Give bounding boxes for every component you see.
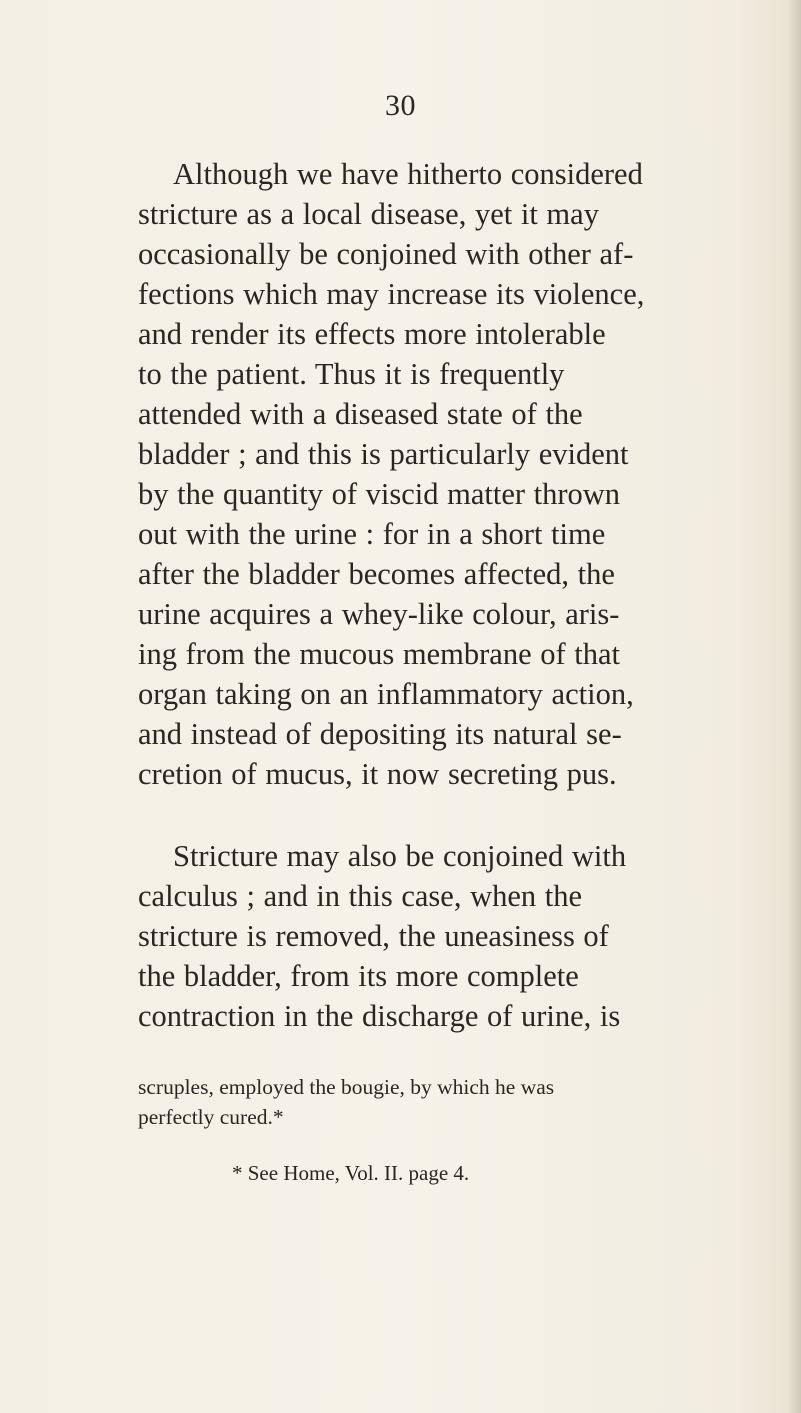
- text-line: to the patient. Thus it is frequently: [138, 357, 565, 391]
- text-line: the bladder, from its more complete: [138, 959, 579, 993]
- text-line: stricture as a local disease, yet it may: [138, 197, 599, 231]
- text-line: by the quantity of viscid matter thrown: [138, 477, 621, 511]
- page-edge-shadow: [787, 0, 801, 1413]
- text-line: stricture is removed, the uneasiness of: [138, 919, 609, 953]
- text-line: contraction in the discharge of urine, is: [138, 999, 621, 1033]
- footnote: * See Home, Vol. II. page 4.: [232, 1161, 470, 1185]
- text-line: cretion of mucus, it now secreting pus.: [138, 757, 617, 791]
- text-line: urine acquires a whey-like colour, aris-: [138, 597, 620, 631]
- text-line: calculus ; and in this case, when the: [138, 879, 583, 913]
- page-number: 30: [385, 89, 416, 122]
- small-text-line: perfectly cured.*: [138, 1105, 284, 1129]
- text-line: organ taking on an inflammatory action,: [138, 677, 634, 711]
- text-line: attended with a diseased state of the: [138, 397, 583, 431]
- text-line: Stricture may also be conjoined with: [173, 839, 627, 873]
- text-line: out with the urine : for in a short time: [138, 517, 606, 551]
- text-line: occasionally be conjoined with other af-: [138, 237, 634, 271]
- text-line: and render its effects more intolerable: [138, 317, 606, 351]
- text-line: fections which may increase its violence,: [138, 277, 645, 311]
- text-line: bladder ; and this is particularly evident: [138, 437, 629, 471]
- small-text-line: scruples, employed the bougie, by which he was: [138, 1075, 555, 1099]
- text-line: Although we have hitherto considered: [173, 157, 643, 191]
- text-line: and instead of depositing its natural se-: [138, 717, 622, 751]
- text-line: after the bladder becomes affected, the: [138, 557, 615, 591]
- text-line: ing from the mucous membrane of that: [138, 637, 621, 671]
